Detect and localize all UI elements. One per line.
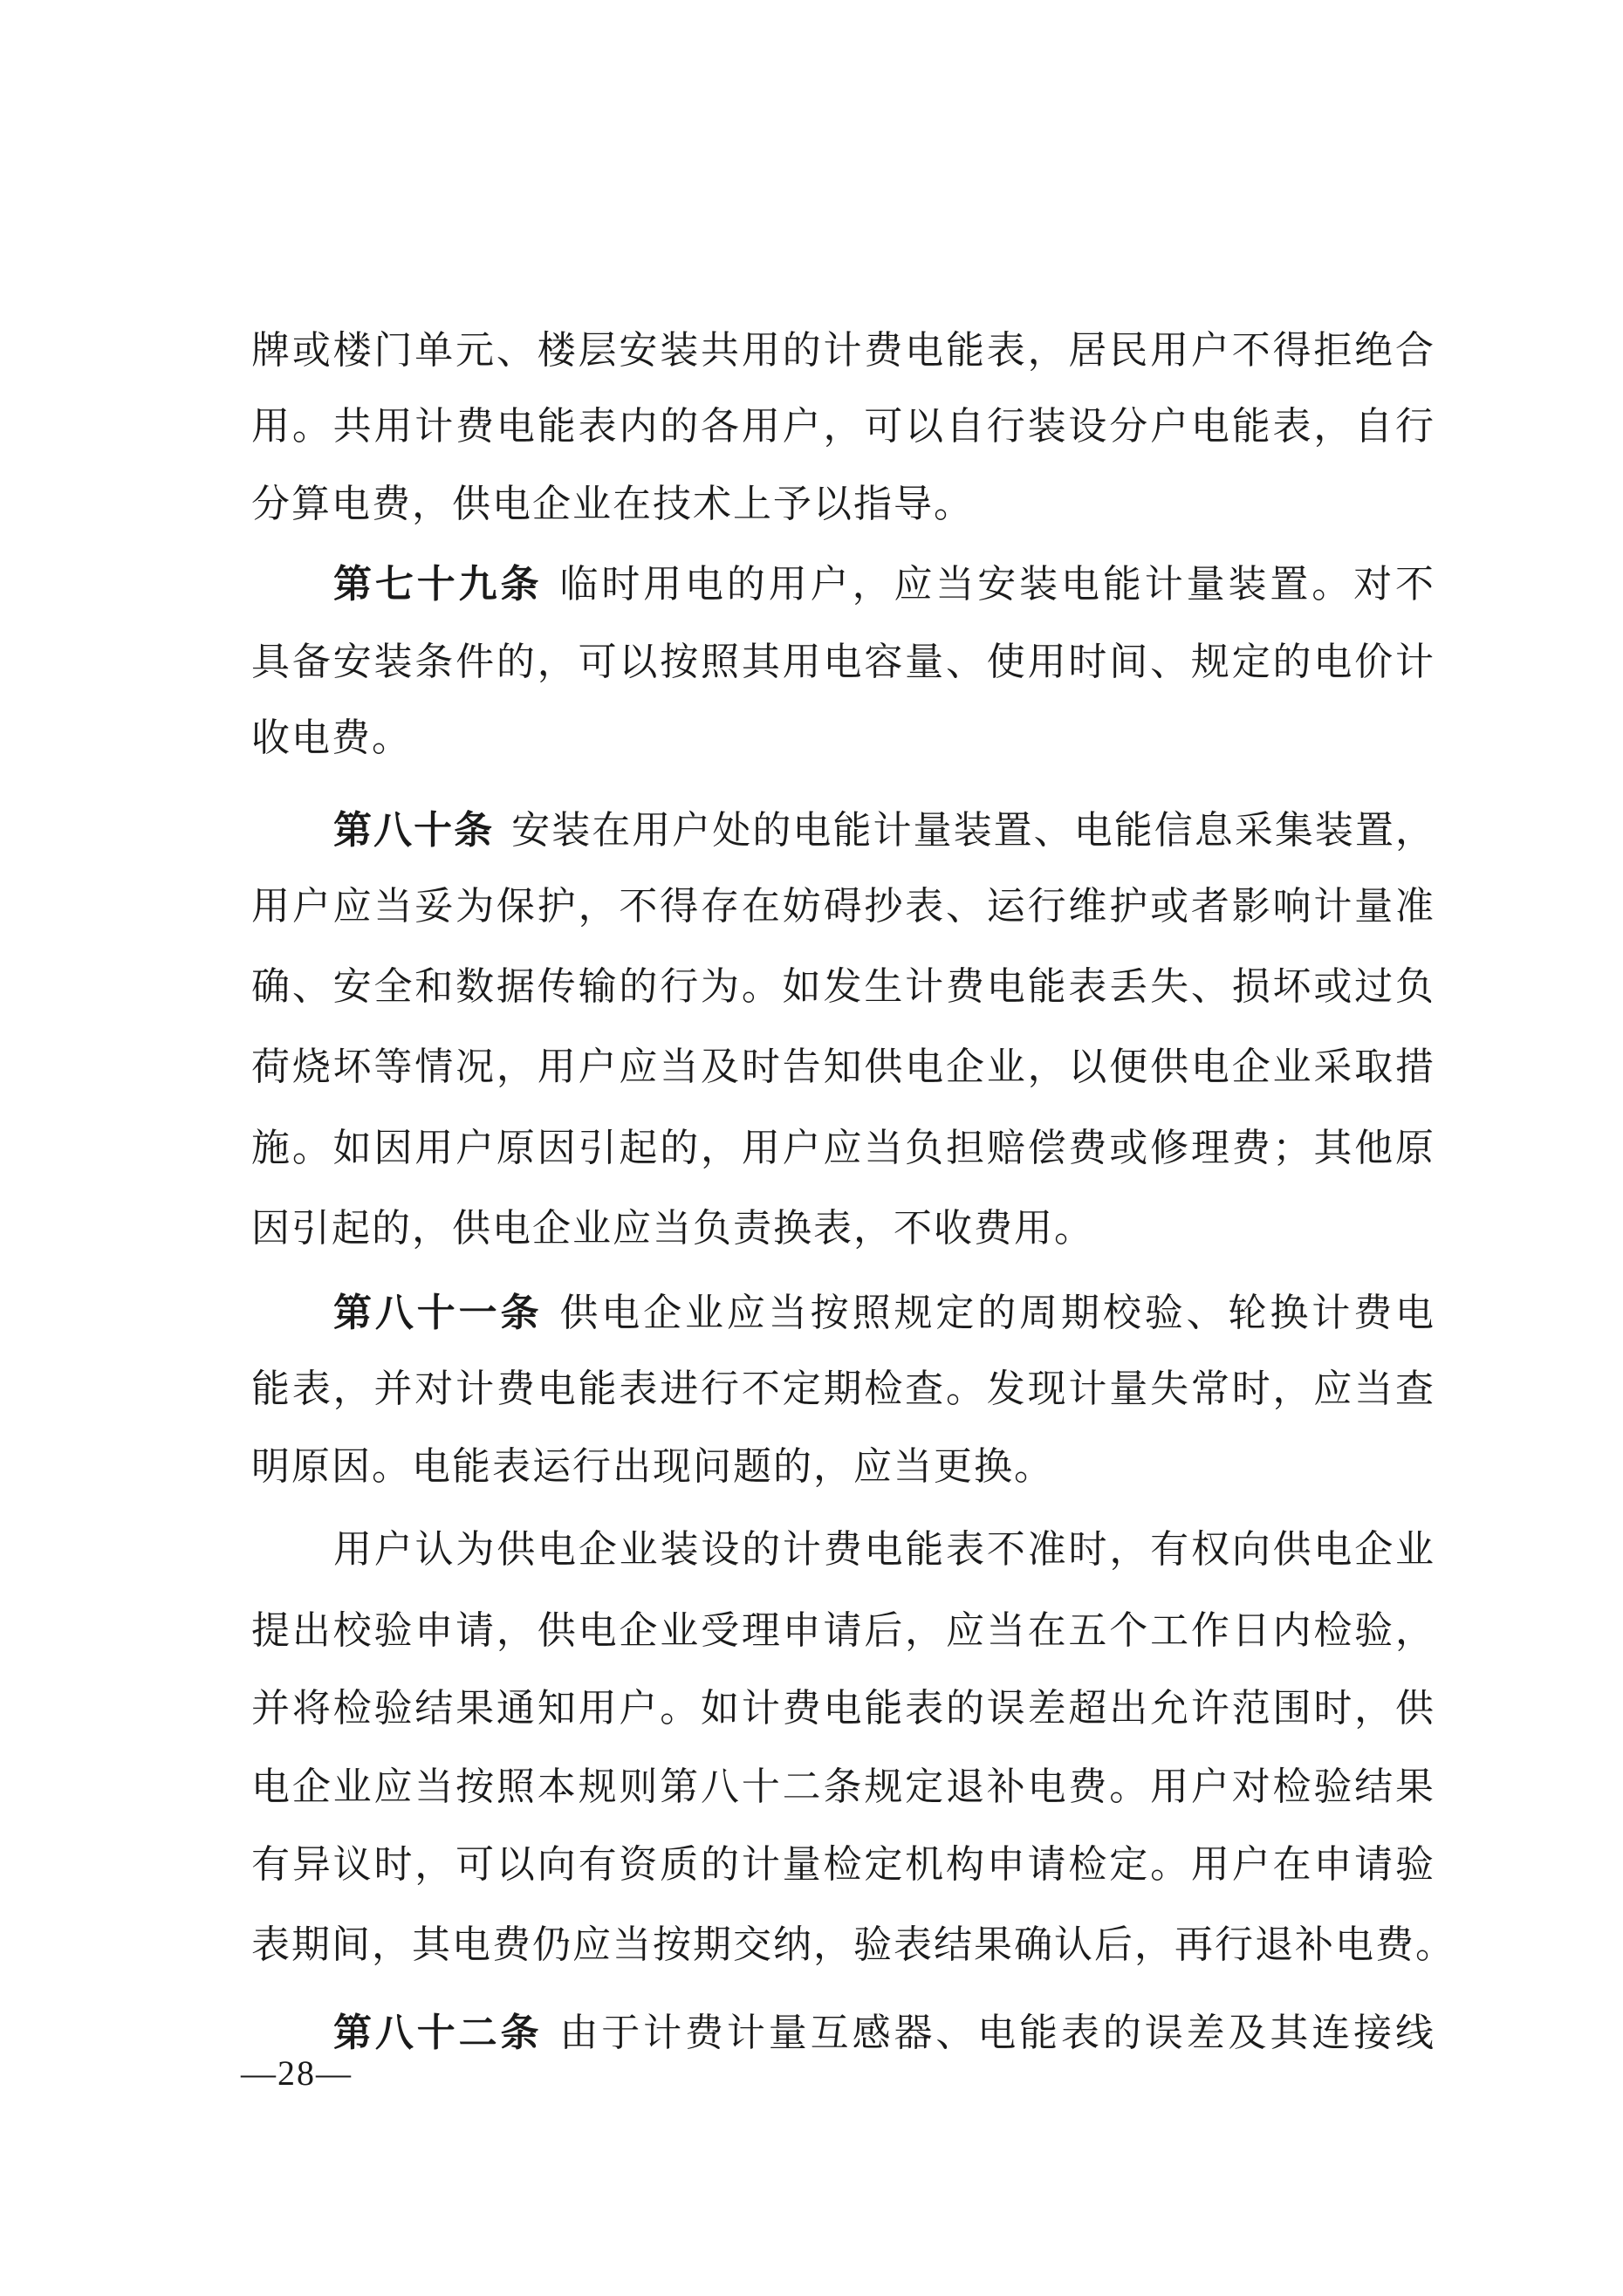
line-text: 荷烧坏等情况，用户应当及时告知供电企业，以便供电企业采取措 [251, 1045, 1434, 1089]
paragraph-line [251, 636, 1434, 689]
line-text: 供电企业应当按照规定的周期校验、轮换计费电 [559, 1291, 1435, 1335]
line-text: 并将检验结果通知用户。如计费电能表的误差超出允许范围时，供 [251, 1686, 1434, 1731]
line-text: 用户应当妥为保护，不得存在妨碍抄表、运行维护或者影响计量准 [251, 884, 1434, 929]
article-heading: 第七十九条 [333, 562, 543, 607]
paragraph-line [251, 1363, 1434, 1415]
line-text: 安装在用户处的电能计量装置、电能信息采集装置， [511, 808, 1435, 853]
line-text: 明原因。电能表运行出现问题的，应当更换。 [251, 1444, 1054, 1489]
line-text: 由于计费计量互感器、电能表的误差及其连接线 [559, 2011, 1435, 2055]
paragraph-line [251, 1041, 1434, 1093]
paragraph-first-line [333, 1524, 1434, 1576]
line-text: 因引起的，供电企业应当负责换表，不收费用。 [251, 1206, 1094, 1251]
paragraph-line [251, 1839, 1434, 1891]
paragraph-first-line [251, 325, 1434, 377]
paragraph-first-line [333, 559, 1434, 611]
paragraph-first-line [333, 805, 1434, 857]
line-text: 收电费。 [251, 716, 412, 760]
article-heading: 第八十二条 [333, 2011, 543, 2055]
article-heading: 第八十条 [333, 808, 495, 853]
paragraph-line [251, 881, 1434, 933]
line-text: 用。共用计费电能表内的各用户，可以自行装设分户电能表，自行 [251, 404, 1434, 449]
paragraph-line [251, 1683, 1434, 1735]
paragraph-line [251, 401, 1434, 453]
paragraph-line [251, 961, 1434, 1013]
line-text: 牌或楼门单元、楼层安装共用的计费电能表，居民用户不得拒绝合 [251, 328, 1434, 373]
line-text: 用户认为供电企业装设的计费电能表不准时，有权向供电企业 [333, 1527, 1434, 1572]
line-text: 施。如因用户原因引起的，用户应当负担赔偿费或修理费；其他原 [251, 1126, 1434, 1170]
line-text: 电企业应当按照本规则第八十二条规定退补电费。用户对检验结果 [251, 1765, 1434, 1809]
line-text: 分算电费，供电企业在技术上予以指导。 [251, 482, 974, 526]
line-text: 确、安全和数据传输的行为。如发生计费电能表丢失、损坏或过负 [251, 964, 1434, 1009]
paragraph-first-line [333, 2007, 1434, 2060]
paragraph-line [251, 1441, 1434, 1493]
paragraph-line [251, 1605, 1434, 1657]
line-text: 能表，并对计费电能表进行不定期检查。发现计量失常时，应当查 [251, 1367, 1434, 1411]
line-text: 表期间，其电费仍应当按期交纳，验表结果确认后，再行退补电费。 [251, 1922, 1455, 1967]
paragraph-line [251, 1919, 1455, 1971]
paragraph-first-line [333, 1287, 1434, 1340]
paragraph-line [251, 1203, 1434, 1255]
page-number: —28— [241, 2053, 353, 2093]
paragraph-line [251, 478, 1434, 531]
article-heading: 第八十一条 [333, 1291, 543, 1335]
line-text: 临时用电的用户，应当安装电能计量装置。对不 [559, 562, 1435, 607]
paragraph-line [251, 1122, 1434, 1175]
paragraph-line [251, 1761, 1434, 1813]
line-text: 有异议时，可以向有资质的计量检定机构申请检定。用户在申请验 [251, 1842, 1434, 1887]
paragraph-line [251, 712, 1434, 764]
line-text: 具备安装条件的，可以按照其用电容量、使用时间、规定的电价计 [251, 640, 1434, 684]
line-text: 提出校验申请，供电企业受理申请后，应当在五个工作日内检验， [251, 1608, 1434, 1653]
